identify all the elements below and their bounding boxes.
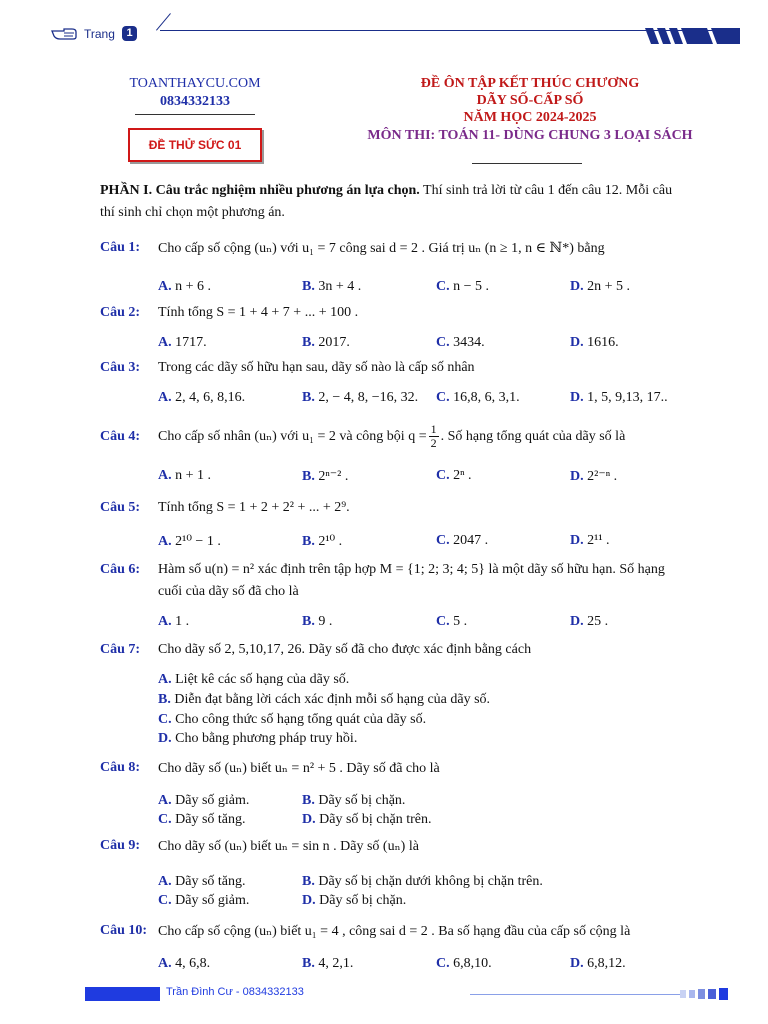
question-text: Cho dãy số (uₙ) biết uₙ = sin n . Dãy số (uₙ) là <box>158 839 419 854</box>
option-letter: B. <box>302 335 315 350</box>
answer-option-d <box>570 279 630 295</box>
answer-option-d <box>570 335 619 351</box>
answer-option-b <box>302 874 543 890</box>
trial-badge <box>128 128 262 162</box>
option-text: Cho bằng phương pháp truy hồi. <box>171 731 358 746</box>
option-letter: C. <box>158 812 172 827</box>
option-letter: B. <box>302 874 315 889</box>
option-letter: D. <box>570 956 584 971</box>
option-text: 2047 . <box>449 533 489 548</box>
option-text: Dãy số tăng. <box>171 812 246 827</box>
footer-bar <box>85 987 160 1001</box>
option-letter: B. <box>302 390 315 405</box>
question-text-cont: cuối của dãy số đã cho là <box>158 584 299 599</box>
option-letter: D. <box>570 533 584 548</box>
question-text: Cho cấp số cộng (uₙ) với u₁ = 7 công sai d = 2 . Giá trị uₙ (n ≥ 1, n ∈ ℕ*) bằng <box>158 241 605 256</box>
answer-option-b <box>302 335 350 351</box>
option-letter: A. <box>158 672 172 687</box>
option-text: 1717. <box>171 335 207 350</box>
option-text: 1 . <box>171 614 190 629</box>
option-letter: A. <box>158 614 172 629</box>
option-letter: B. <box>302 534 315 549</box>
option-text: Dãy số bị chặn. <box>314 793 406 808</box>
answer-option-c <box>436 390 520 406</box>
footer-rule <box>470 994 680 995</box>
question-text: Trong các dãy số hữu hạn sau, dãy số nào là cấp số nhân <box>158 360 475 375</box>
question-text: Tính tổng S = 1 + 2 + 2² + ... + 2⁹. <box>158 500 350 515</box>
header-stripes-icon <box>645 28 740 44</box>
answer-option-c <box>436 533 488 549</box>
option-text: n + 6 . <box>171 279 212 294</box>
answer-option-a <box>158 793 249 809</box>
question-label: Câu 3: <box>100 360 141 375</box>
phone-number: 0834332133 <box>160 94 230 109</box>
trial-badge-text: ĐỀ THỬ SỨC 01 <box>148 138 242 152</box>
option-letter: A. <box>158 793 172 808</box>
answer-option-d <box>570 614 608 630</box>
header-rule <box>160 30 720 31</box>
question-label: Câu 6: <box>100 562 141 577</box>
question-text-a: Cho cấp số nhân (uₙ) với u₁ = 2 và công bội q = <box>158 429 427 444</box>
option-text: 2ⁿ . <box>449 468 472 483</box>
fraction <box>429 423 439 450</box>
page-word: Trang <box>84 27 115 41</box>
answer-option-a <box>158 614 189 630</box>
answer-option-a <box>158 874 246 890</box>
answer-option-c <box>158 812 246 828</box>
question-label: Câu 8: <box>100 760 141 775</box>
answer-option-b <box>302 614 332 630</box>
answer-option-d <box>158 731 357 747</box>
question-label: Câu 9: <box>100 838 141 853</box>
question-text: Cho cấp số cộng (uₙ) biết u₁ = 4 , công sai d = 2 . Ba số hạng đầu của cấp số cộng là <box>158 924 631 939</box>
option-letter: D. <box>570 390 584 405</box>
answer-option-b <box>302 468 348 485</box>
answer-option-b <box>302 793 405 809</box>
answer-option-a <box>158 390 245 406</box>
option-text: Dãy số bị chặn dưới không bị chặn trên. <box>314 874 543 889</box>
option-letter: B. <box>302 614 315 629</box>
answer-option-b <box>158 692 490 708</box>
option-text: n + 1 . <box>171 468 212 483</box>
option-text: 2ⁿ⁻² . <box>314 469 349 484</box>
option-text: 1, 5, 9,13, 17.. <box>583 390 668 405</box>
question-label: Câu 2: <box>100 305 141 320</box>
option-text: Dãy số bị chặn. <box>315 893 407 908</box>
question-text-b: . Số hạng tổng quát của dãy số là <box>440 428 626 444</box>
option-letter: B. <box>158 692 171 707</box>
answer-option-c <box>436 956 492 972</box>
answer-option-c <box>158 712 426 728</box>
answer-option-c <box>436 335 485 351</box>
question-text: Cho dãy số 2, 5,10,17, 26. Dãy số đã cho được xác định bằng cách <box>158 642 532 657</box>
option-text: 3434. <box>449 335 485 350</box>
option-text: n − 5 . <box>449 279 490 294</box>
option-letter: A. <box>158 468 172 483</box>
fraction-numerator: 1 <box>430 422 437 436</box>
option-text: 2¹⁰ − 1 . <box>171 534 221 549</box>
option-text: 2²⁻ⁿ . <box>583 469 618 484</box>
answer-option-c <box>158 893 249 909</box>
answer-option-d <box>570 390 668 406</box>
question-label: Câu 10: <box>100 923 148 938</box>
answer-option-b <box>302 533 342 550</box>
option-text: 2¹¹ . <box>583 533 610 548</box>
option-text: Cho công thức số hạng tổng quát của dãy số. <box>171 712 427 727</box>
option-letter: D. <box>302 893 316 908</box>
answer-option-d <box>570 956 626 972</box>
option-text: 25 . <box>583 614 609 629</box>
option-text: 9 . <box>314 614 333 629</box>
option-text: 6,8,10. <box>449 956 492 971</box>
option-text: 5 . <box>449 614 468 629</box>
option-letter: C. <box>436 956 450 971</box>
page-label <box>30 25 160 45</box>
option-letter: D. <box>570 335 584 350</box>
option-text: Dãy số bị chặn trên. <box>315 812 432 827</box>
answer-option-a <box>158 533 221 550</box>
option-letter: C. <box>158 712 172 727</box>
option-text: 4, 6,8. <box>171 956 211 971</box>
option-letter: C. <box>436 279 450 294</box>
part-instructions: Thí sinh trả lời từ câu 1 đến câu 12. Mỗi câu thí sinh chỉ chọn một phương án. <box>100 183 673 220</box>
question-text: Cho dãy số (uₙ) biết uₙ = n² + 5 . Dãy số đã cho là <box>158 761 440 776</box>
option-text: 2, − 4, 8, −16, 32. <box>314 390 419 405</box>
option-letter: C. <box>436 533 450 548</box>
option-text: 2n + 5 . <box>583 279 631 294</box>
answer-option-a <box>158 335 207 351</box>
option-letter: A. <box>158 874 172 889</box>
option-letter: B. <box>302 956 315 971</box>
left-divider <box>135 114 255 115</box>
exam-topic: DÃY SỐ-CẤP SỐ <box>476 93 584 108</box>
option-text: 2017. <box>314 335 350 350</box>
option-text: 2¹⁰ . <box>314 534 343 549</box>
footer-author: Trần Đình Cư - 0834332133 <box>166 986 304 998</box>
question-text: Tính tổng S = 1 + 4 + 7 + ... + 100 . <box>158 305 359 320</box>
right-divider <box>472 163 582 164</box>
option-letter: D. <box>570 614 584 629</box>
option-letter: D. <box>302 812 316 827</box>
pointing-hand-icon <box>50 27 78 41</box>
part-title: PHẦN I. Câu trắc nghiệm nhiều phương án lựa chọn. <box>100 183 420 198</box>
answer-option-b <box>302 956 353 972</box>
answer-option-c <box>436 279 489 295</box>
option-text: Dãy số giảm. <box>171 793 250 808</box>
option-letter: C. <box>436 614 450 629</box>
option-text: Dãy số giảm. <box>171 893 250 908</box>
question-text <box>158 423 625 450</box>
option-text: 16,8, 6, 3,1. <box>449 390 520 405</box>
answer-option-d <box>570 468 617 485</box>
question-label: Câu 7: <box>100 642 141 657</box>
option-letter: A. <box>158 390 172 405</box>
option-text: 6,8,12. <box>583 956 626 971</box>
option-letter: D. <box>158 731 172 746</box>
option-letter: C. <box>158 893 172 908</box>
answer-option-d <box>302 893 406 909</box>
answer-option-b <box>302 279 361 295</box>
answer-option-a <box>158 672 349 688</box>
exam-title: ĐỀ ÔN TẬP KẾT THÚC CHƯƠNG <box>420 76 640 91</box>
answer-option-c <box>436 468 472 484</box>
option-letter: D. <box>570 469 584 484</box>
header-rule-slant <box>156 13 171 30</box>
answer-option-d <box>570 533 610 549</box>
part-heading <box>100 180 690 224</box>
page-number: 1 <box>122 26 137 41</box>
answer-option-a <box>158 956 210 972</box>
answer-option-a <box>158 279 211 295</box>
option-text: 4, 2,1. <box>314 956 354 971</box>
option-letter: B. <box>302 469 315 484</box>
site-name: TOANTHAYCU.COM <box>129 76 261 91</box>
option-letter: D. <box>570 279 584 294</box>
option-text: 3n + 4 . <box>314 279 362 294</box>
option-text: 1616. <box>583 335 619 350</box>
option-letter: C. <box>436 390 450 405</box>
option-letter: B. <box>302 279 315 294</box>
school-year: NĂM HỌC 2024-2025 <box>463 110 597 125</box>
fraction-denominator: 2 <box>430 436 437 450</box>
subject-line: MÔN THI: TOÁN 11- DÙNG CHUNG 3 LOẠI SÁCH <box>367 128 693 143</box>
question-label: Câu 4: <box>100 429 141 444</box>
option-letter: C. <box>436 335 450 350</box>
option-text: Dãy số tăng. <box>171 874 246 889</box>
question-label: Câu 1: <box>100 240 141 255</box>
footer-squares-icon <box>680 988 728 1000</box>
answer-option-b <box>302 390 418 406</box>
option-letter: A. <box>158 279 172 294</box>
option-letter: A. <box>158 335 172 350</box>
option-text: Liệt kê các số hạng của dãy số. <box>171 672 350 687</box>
option-letter: C. <box>436 468 450 483</box>
option-text: Diễn đạt bằng lời cách xác định mỗi số hạng của dãy số. <box>170 692 491 707</box>
question-text: Hàm số u(n) = n² xác định trên tập hợp M = {1; 2; 3; 4; 5} là một dãy số hữu hạn. Số hạng <box>158 562 665 577</box>
option-text: 2, 4, 6, 8,16. <box>171 390 246 405</box>
answer-option-a <box>158 468 211 484</box>
question-label: Câu 5: <box>100 500 141 515</box>
answer-option-c <box>436 614 467 630</box>
option-letter: A. <box>158 956 172 971</box>
option-letter: A. <box>158 534 172 549</box>
answer-option-d <box>302 812 431 828</box>
option-letter: B. <box>302 793 315 808</box>
